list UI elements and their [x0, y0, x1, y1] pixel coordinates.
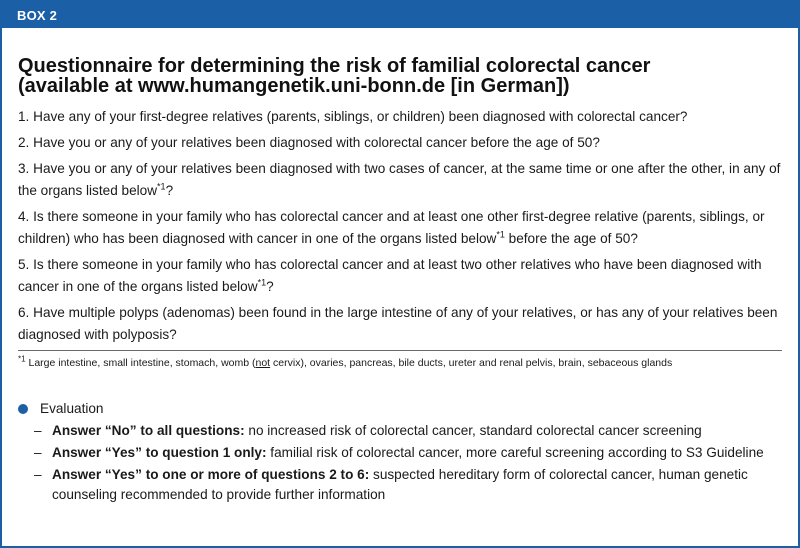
footnote-text-end: cervix), ovaries, pancreas, bile ducts, ureter and renal pelvis, brain, sebaceous glands [270, 357, 673, 369]
dash-bullet: – [34, 423, 42, 438]
question-text-end: ? [165, 183, 174, 198]
evaluation-condition: Answer “No” to all questions: [52, 423, 245, 438]
footnote-marker: *1 [157, 181, 166, 192]
question-text: Is there someone in your family who has colorectal cancer and at least two other relatives who have been diagnosed with cancer in one of the organs listed below [18, 257, 762, 294]
footnote-text: Large intestine, small intestine, stomach, womb ( [25, 357, 256, 369]
question-text: Is there someone in your family who has colorectal cancer and at least one other first-degree relative (parents, siblings, or children) who has been diagnosed with cancer in one of the organs listed below [18, 209, 765, 246]
question-number: 5. [18, 257, 30, 272]
evaluation-item [18, 421, 782, 441]
box-content [2, 56, 798, 505]
question-6 [18, 302, 782, 346]
question-number: 3. [18, 161, 30, 176]
question-5 [18, 254, 782, 298]
question-text-end: before the age of 50? [504, 231, 638, 246]
questionnaire-title [18, 56, 782, 96]
footnote [18, 355, 782, 371]
box-label: BOX 2 [17, 7, 58, 23]
evaluation-result: no increased risk of colorectal cancer, standard colorectal cancer screening [244, 423, 702, 438]
footnote-marker: *1 [18, 354, 26, 364]
evaluation-result: familial risk of colorectal cancer, more careful screening according to S3 Guideline [266, 445, 764, 460]
question-text: Have multiple polyps (adenomas) been found in the large intestine of any of your relatives, or has any of your relatives been diagnosed with polyposis? [18, 305, 778, 342]
evaluation-item-text [52, 421, 782, 441]
title-line-2: (available at www.humangenetik.uni-bonn.de [in German]) [18, 75, 570, 97]
evaluation-section [18, 399, 782, 505]
footnote-underlined-word: not [255, 357, 271, 369]
footnote-marker: *1 [257, 277, 267, 288]
title-line-1: Questionnaire for determining the risk of familial colorectal cancer [18, 55, 651, 77]
question-2 [18, 132, 782, 154]
evaluation-item [18, 465, 782, 505]
evaluation-result: suspected hereditary form of colorectal cancer, human genetic counseling recommended to provide further information [52, 467, 748, 502]
question-text: Have you or any of your relatives been diagnosed with colorectal cancer before the age of 50? [33, 135, 600, 150]
footnote-marker: *1 [496, 229, 505, 240]
box-header-bar [2, 2, 798, 28]
question-number: 6. [18, 305, 30, 320]
dash-bullet: – [34, 445, 42, 460]
question-text-end: ? [266, 279, 274, 294]
question-4 [18, 206, 782, 250]
evaluation-item [18, 443, 782, 463]
dash-bullet: – [34, 467, 42, 482]
evaluation-item-text [52, 443, 782, 463]
evaluation-condition: Answer “Yes” to one or more of questions 2 to 6: [52, 467, 370, 482]
blue-dot-bullet-icon [18, 404, 28, 414]
evaluation-heading-text: Evaluation [40, 401, 104, 416]
question-number: 2. [18, 135, 30, 150]
question-number: 4. [18, 209, 30, 224]
evaluation-item-text [52, 465, 782, 505]
evaluation-heading [18, 399, 782, 419]
question-text: Have you or any of your relatives been diagnosed with two cases of cancer, at the same time or one after the other, in any of the organs listed below [18, 161, 781, 198]
evaluation-condition: Answer “Yes” to question 1 only: [52, 445, 267, 460]
question-3 [18, 158, 782, 202]
footnote-divider [18, 350, 782, 351]
question-number: 1. [18, 109, 30, 124]
question-text: Have any of your first-degree relatives (parents, siblings, or children) been diagnosed with colorectal cancer? [33, 109, 688, 124]
question-1 [18, 106, 782, 128]
